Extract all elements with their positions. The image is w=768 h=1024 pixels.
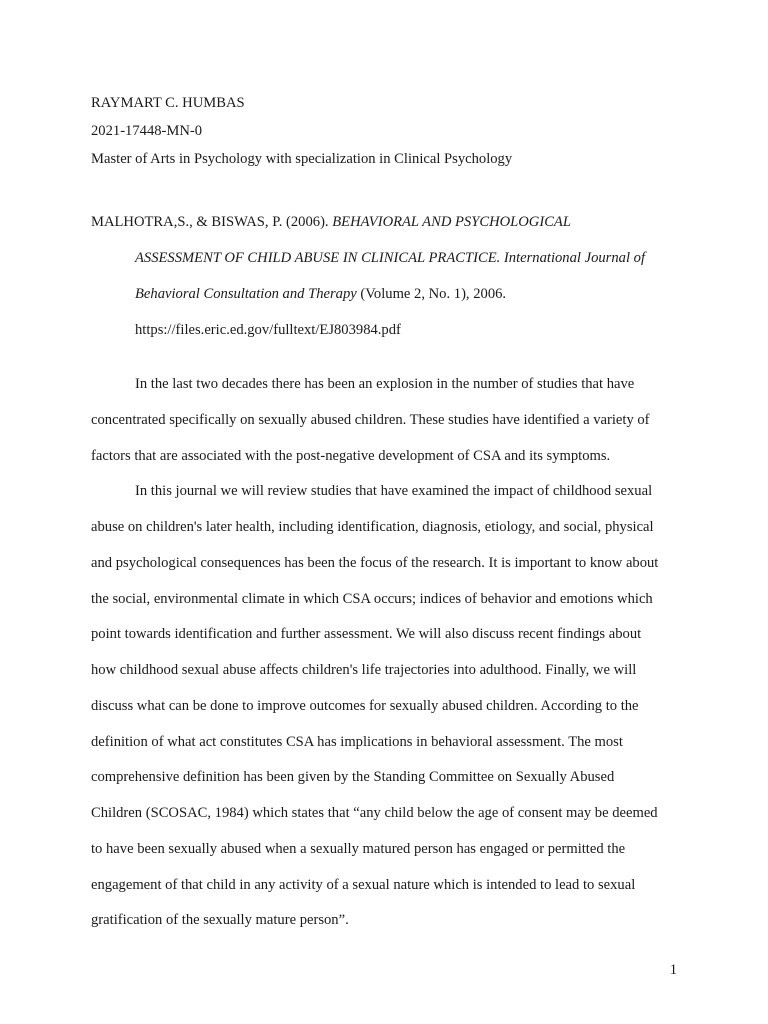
program-line: Master of Arts in Psychology with specialization in Clinical Psychology xyxy=(91,151,513,167)
paragraph-line: gratification of the sexually mature person”. xyxy=(91,912,349,928)
author-name: RAYMART C. HUMBAS xyxy=(91,95,245,111)
paragraph-line: engagement of that child in any activity of a sexual nature which is intended to lead to sexual xyxy=(91,877,636,893)
paragraph-line: comprehensive definition has been given by the Standing Committee on Sexually Abused xyxy=(91,769,615,785)
citation-journal-2: Behavioral Consultation and Therapy xyxy=(135,286,357,302)
paragraph-line: discuss what can be done to improve outcomes for sexually abused children. According to the xyxy=(91,698,639,714)
citation-authors: MALHOTRA,S., & BISWAS, P. (2006). xyxy=(91,214,333,230)
paragraph-line: abuse on children's later health, including identification, diagnosis, etiology, and social, physical xyxy=(91,519,654,535)
citation-line-3 xyxy=(135,285,506,303)
paragraph-line: to have been sexually abused when a sexually matured person has engaged or permitted the xyxy=(91,841,626,857)
paragraph-line: Children (SCOSAC, 1984) which states that “any child below the age of consent may be deemed xyxy=(91,805,658,821)
paragraph-line: point towards identification and further assessment. We will also discuss recent findings about xyxy=(91,626,642,642)
citation-journal-1: International Journal of xyxy=(500,250,645,266)
citation-title-1: BEHAVIORAL AND PSYCHOLOGICAL xyxy=(332,214,571,230)
student-id: 2021-17448-MN-0 xyxy=(91,123,203,139)
citation-url: https://files.eric.ed.gov/fulltext/EJ803984.pdf xyxy=(135,322,401,338)
page-number: 1 xyxy=(669,962,677,978)
citation-line-2 xyxy=(135,249,645,267)
paragraph-line: how childhood sexual abuse affects children's life trajectories into adulthood. Finally, we will xyxy=(91,662,637,678)
citation-title-2: ASSESSMENT OF CHILD ABUSE IN CLINICAL PRACTICE. xyxy=(135,250,501,266)
paragraph-line: definition of what act constitutes CSA has implications in behavioral assessment. The most xyxy=(91,734,623,750)
paragraph-line: the social, environmental climate in which CSA occurs; indices of behavior and emotions which xyxy=(91,591,653,607)
citation-volume: (Volume 2, No. 1), 2006. xyxy=(356,286,507,302)
citation-line-1 xyxy=(91,213,571,231)
paragraph-line: and psychological consequences has been the focus of the research. It is important to know about xyxy=(91,555,659,571)
paragraph-line: concentrated specifically on sexually abused children. These studies have identified a variety of xyxy=(91,412,650,428)
paragraph-line: In the last two decades there has been an explosion in the number of studies that have xyxy=(135,376,635,392)
paragraph-line: factors that are associated with the post-negative development of CSA and its symptoms. xyxy=(91,448,611,464)
paragraph-line: In this journal we will review studies that have examined the impact of childhood sexual xyxy=(135,483,653,499)
